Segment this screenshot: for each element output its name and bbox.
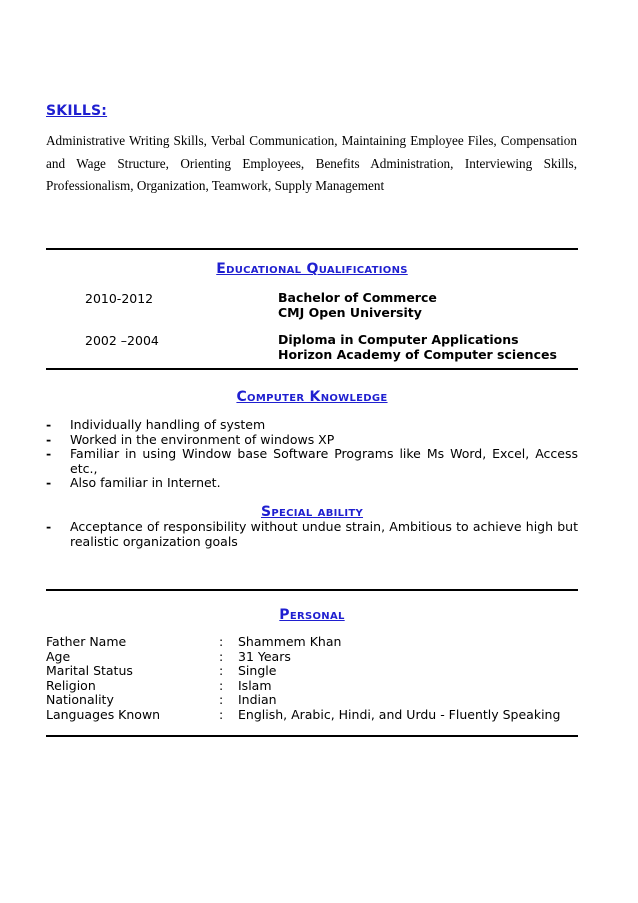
education-degree	[278, 291, 437, 320]
special-title	[46, 504, 578, 520]
personal-row	[46, 708, 578, 723]
personal-label: Nationality	[46, 692, 114, 707]
list-item	[46, 520, 578, 549]
personal-title-text: Personal	[279, 607, 345, 623]
special-title-text: Special ability	[260, 504, 364, 520]
section-divider	[46, 735, 578, 737]
list-item-text: Individually handling of system	[70, 417, 266, 432]
personal-colon: :	[219, 692, 224, 707]
list-item	[46, 418, 578, 433]
education-title-text: Educational Qualifications	[216, 261, 408, 277]
personal-label: Languages Known	[46, 706, 161, 722]
personal-row	[46, 664, 578, 679]
personal-value: Indian	[238, 692, 277, 707]
list-item-text: Worked in the environment of windows XP	[70, 431, 335, 447]
list-item	[46, 476, 578, 491]
bullet-dash: -	[46, 446, 52, 461]
bullet-dash: -	[46, 417, 52, 432]
personal-colon: :	[219, 706, 224, 722]
section-divider	[46, 368, 578, 370]
institution-name: CMJ Open University	[278, 304, 422, 320]
list-item-text: Familiar in using Window base Software Programs like Ms Word, Excel, Access etc.,	[70, 446, 578, 476]
bullet-dash: -	[46, 519, 52, 534]
personal-colon: :	[219, 663, 224, 678]
computer-title-text: Computer Knowledge	[236, 389, 388, 405]
personal-value: 31 Years	[238, 648, 291, 664]
degree-name: Diploma in Computer Applications	[278, 332, 519, 347]
personal-label: Father Name	[46, 634, 127, 649]
skills-heading: SKILLS:	[46, 103, 108, 119]
personal-value: Shammem Khan	[238, 634, 342, 649]
bullet-dash: -	[46, 475, 52, 490]
personal-row	[46, 650, 578, 665]
computer-list	[46, 418, 578, 491]
personal-row	[46, 635, 578, 650]
special-list	[46, 520, 578, 549]
personal-title	[46, 607, 578, 623]
bullet-dash: -	[46, 431, 52, 447]
personal-row	[46, 693, 578, 708]
personal-label: Marital Status	[46, 663, 133, 678]
skills-text: Administrative Writing Skills, Verbal Communication, Maintaining Employee Files, Compensation and Wage Structure, Orienting Employees, Benefits Administration, Interviewing Skills, Professionalism, Organization, Teamwork, Supply Management	[46, 133, 577, 193]
personal-colon: :	[219, 648, 224, 664]
education-years: 2010-2012	[85, 291, 154, 306]
computer-title	[46, 389, 578, 405]
list-item-text: Acceptance of responsibility without undue strain, Ambitious to achieve high but realistic organization goals	[70, 519, 578, 549]
personal-row	[46, 679, 578, 694]
personal-colon: :	[219, 634, 224, 649]
personal-label: Age	[46, 648, 71, 664]
education-years: 2002 –2004	[85, 333, 159, 348]
personal-details	[46, 635, 578, 722]
personal-label: Religion	[46, 677, 96, 693]
list-item-text: Also familiar in Internet.	[70, 475, 221, 490]
personal-colon: :	[219, 677, 224, 693]
personal-value: English, Arabic, Hindi, and Urdu - Fluently Speaking	[238, 706, 561, 722]
education-title	[46, 261, 578, 277]
personal-value: Islam	[238, 677, 272, 693]
institution-name: Horizon Academy of Computer sciences	[278, 346, 557, 362]
degree-name: Bachelor of Commerce	[278, 290, 437, 305]
list-item	[46, 433, 578, 448]
personal-value: Single	[238, 663, 277, 678]
section-divider	[46, 248, 578, 250]
section-divider	[46, 589, 578, 591]
education-degree	[278, 333, 557, 362]
list-item	[46, 447, 578, 476]
